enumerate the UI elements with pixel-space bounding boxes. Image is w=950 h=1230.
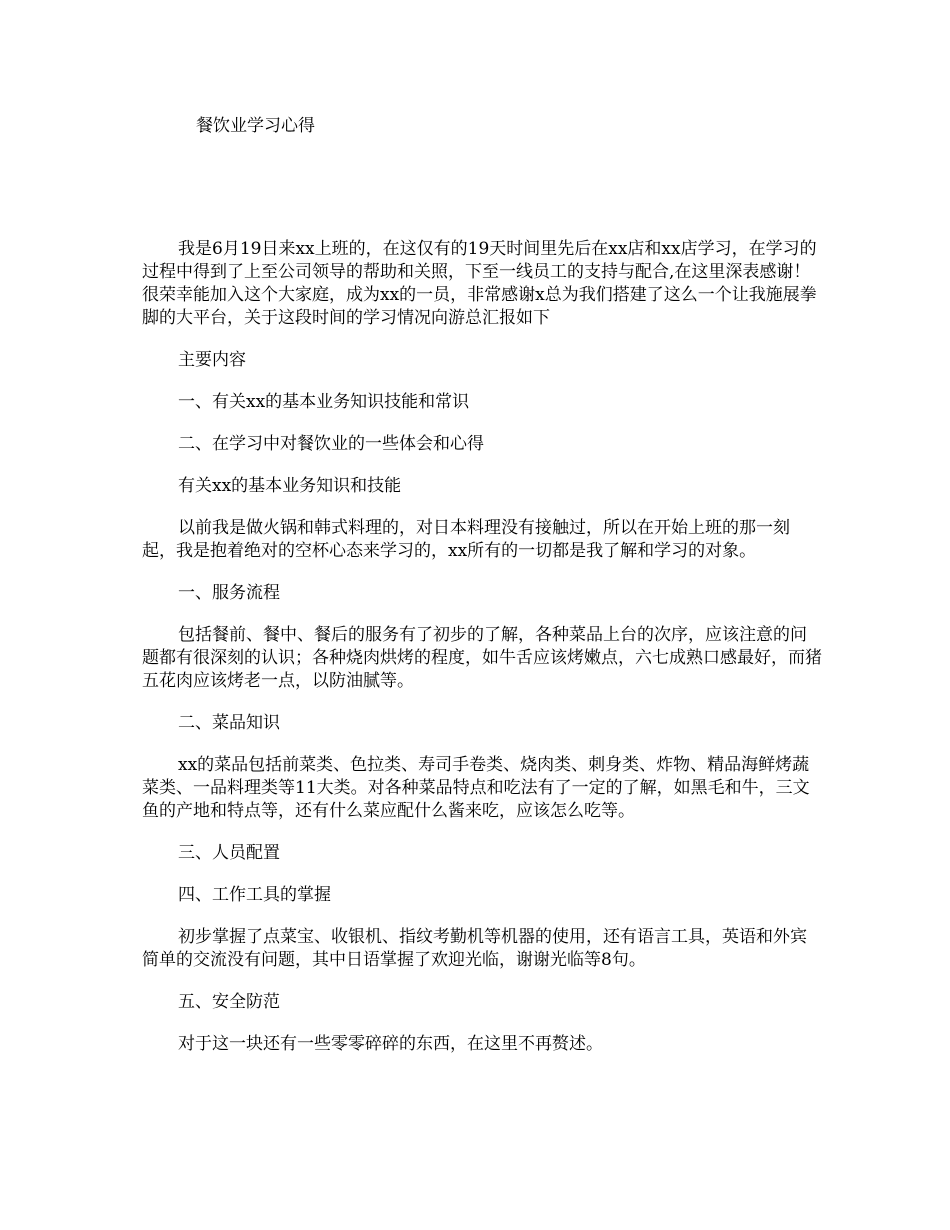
intro-paragraph: 我是6月19日来xx上班的，在这仅有的19天时间里先后在xx店和xx店学习，在学习的过程中得到了上至公司领导的帮助和关照，下至一线员工的支持与配合,在这里深表感谢！很荣幸能加入这个大家庭，成为xx的一员，非常感谢x总为我们搭建了这么一个让我施展拳脚的大平台，关于这段时间的学习情况向游总汇报如下 (142, 239, 817, 328)
document-body (142, 238, 822, 1075)
subheading-dish-knowledge: 二、菜品知识 (178, 713, 280, 733)
service-process-paragraph: 包括餐前、餐中、餐后的服务有了初步的了解，各种菜品上台的次序，应该注意的问题都有很深刻的认识；各种烧肉烘烤的程度，如牛舌应该烤嫩点，六七成熟口感最好，而猪五花肉应该烤老一点，以防油腻等。 (142, 625, 822, 691)
subheading-service-process: 一、服务流程 (178, 583, 280, 603)
outline-item-2: 二、在学习中对餐饮业的一些体会和心得 (178, 434, 484, 454)
outline-item-1: 一、有关xx的基本业务知识技能和常识 (178, 392, 470, 412)
safety-paragraph: 对于这一块还有一些零零碎碎的东西，在这里不再赘述。 (178, 1034, 603, 1054)
background-paragraph: 以前我是做火锅和韩式料理的，对日本料理没有接触过，所以在开始上班的那一刻起，我是抱着绝对的空杯心态来学习的，xx所有的一切都是我了解和学习的对象。 (142, 518, 790, 561)
document-title: 餐饮业学习心得 (196, 116, 315, 136)
section-heading-main-content: 主要内容 (178, 350, 246, 370)
subheading-tools: 四、工作工具的掌握 (178, 885, 331, 905)
subheading-staffing: 三、人员配置 (178, 843, 280, 863)
tools-paragraph: 初步掌握了点菜宝、收银机、指纹考勤机等机器的使用，还有语言工具，英语和外宾简单的交流没有问题，其中日语掌握了欢迎光临，谢谢光临等8句。 (142, 927, 807, 970)
subheading-safety: 五、安全防范 (178, 992, 280, 1012)
dish-knowledge-paragraph: xx的菜品包括前菜类、色拉类、寿司手卷类、烧肉类、刺身类、炸物、精品海鲜烤蔬菜类、一品料理类等11大类。对各种菜品特点和吃法有了一定的了解，如黑毛和牛，三文鱼的产地和特点等，还有什么菜应配什么酱来吃，应该怎么吃等。 (142, 755, 810, 821)
section-heading-knowledge-skills: 有关xx的基本业务知识和技能 (178, 476, 402, 496)
